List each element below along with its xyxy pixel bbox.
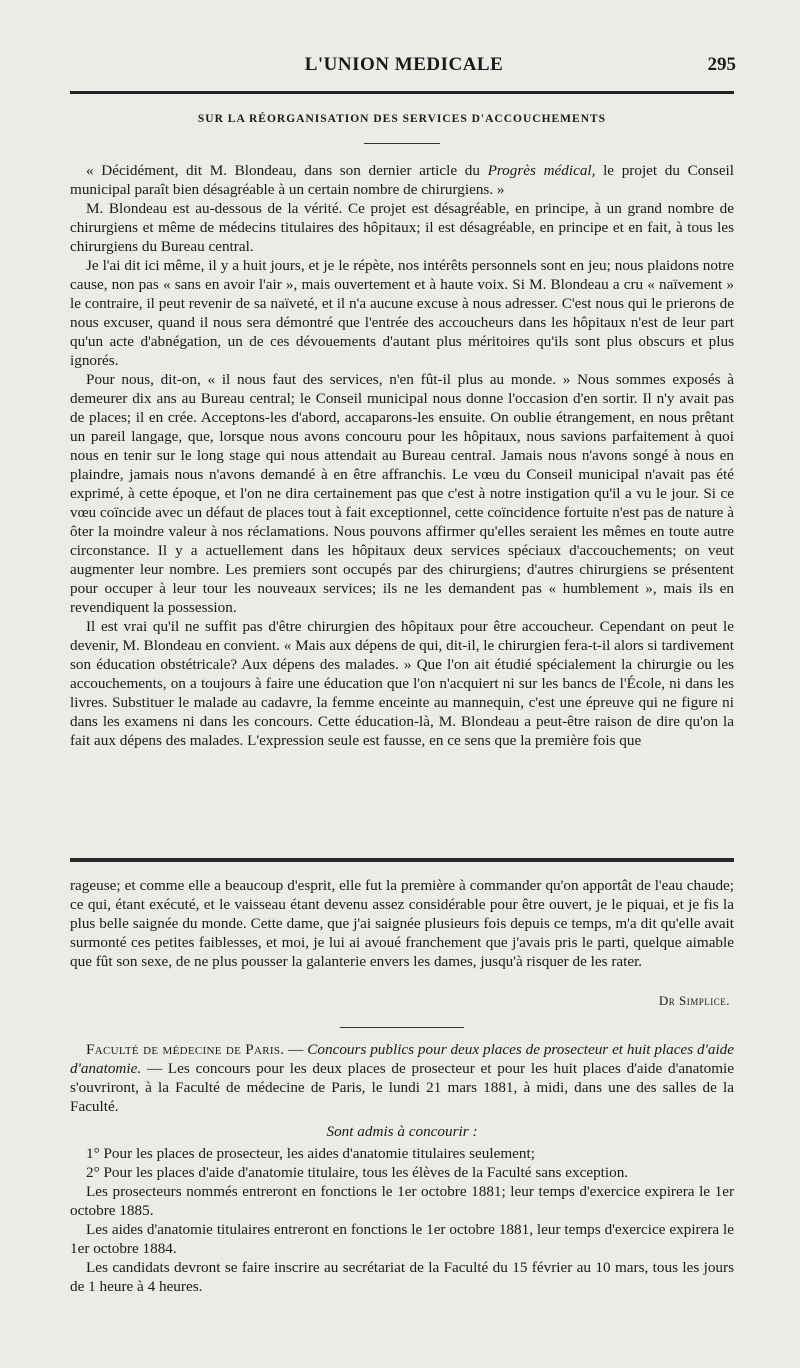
header-rule [70,91,734,94]
article-paragraph: Je l'ai dit ici même, il y a huit jours, et je le répète, nos intérêts personnels sont en jeu; nous plaidons notre cause, non pas « sans en avoir l'air », mais ouvertement et à haute voix. Si M. Blondeau a cru « naïvement » le contraire, il peut revenir de sa naïveté, et il n'a aucune excuse à nous adresser. C'est nous qui le prierons de nous excuser, quand il nous sera démontré que l'entrée des accoucheurs dans les hôpitaux n'est de leur part qu'un acte d'abnégation, un de ces dévouements d'autant plus méritoires qu'ils sont plus obscurs et plus ignorés. [70,257,734,369]
feuilleton-rule [70,858,734,862]
article-paragraph: M. Blondeau est au-dessous de la vérité. Ce projet est désagréable, en principe, à un grand nombre de chirurgiens et même de médecins titulaires des hôpitaux; il est désagréable, en principe et en fait, à tous les chirurgiens du Bureau central. [70,200,734,255]
page-number: 295 [707,54,736,75]
article-title: SUR LA RÉORGANISATION DES SERVICES D'ACCOUCHEMENTS [197,113,607,125]
signature: Dr Simplice. [658,993,730,1008]
feuilleton-body [70,876,734,971]
list-item: 1° Pour les places de prosecteur, les aides d'anatomie titulaires seulement; [86,1145,535,1162]
title-rule [364,143,440,144]
notice-paragraph: Les aides d'anatomie titulaires entreront en fonctions le 1er octobre 1881, leur temps d'exercice expirera le 1er octobre 1884. [70,1221,734,1257]
section-rule [340,1027,464,1028]
article-paragraph: Pour nous, dit-on, « il nous faut des services, n'en fût-il plus au monde. » Nous sommes exposés à demeurer dix ans au Bureau central; le Conseil municipal nous donne l'occasion d'en sortir. Il n'y avait pas de places; il en crée. Acceptons-les d'abord, accaparons-les ensuite. On oublie étrangement, en nous prêtant un pareil langage, que, lorsque nous avons concouru pour les hôpitaux, nous savions parfaitement à quoi nous en tenir sur le long stage qui nous attendait au Bureau central. Jamais nous n'avons songé à nous en plaindre, jamais nous n'avons demandé à en être affranchis. Le vœu du Conseil municipal n'avait pas été exprimé, à cette époque, et l'on ne dira certainement pas que c'est à notre instigation qu'il a vu le jour. Si ce vœu coïncide avec un défaut de places tout à fait exceptionnel, cette coïncidence fortuite n'est pas de nature à ôter la moindre valeur à nos réclamations. Nous pouvons affirmer qu'elles seraient les mêmes en toute autre circonstance. Il y a actuellement dans les hôpitaux deux services spéciaux d'accouchements; on veut augmenter leur nombre. Les premiers sont occupés par des chirurgiens; d'autres chirurgiens se présentent pour occuper à leur tour les nouveaux services; ils ne les demandent pas « humblement », mais ils en revendiquent la possession. [70,371,734,616]
notice-paragraph: Les prosecteurs nommés entreront en fonctions le 1er octobre 1881; leur temps d'exercice expirera le 1er octobre 1885. [70,1183,734,1219]
faculty-notice [70,1040,734,1296]
faculty-name: Faculté de médecine de Paris. [86,1041,285,1058]
notice-paragraph: Les candidats devront se faire inscrire au secrétariat de la Faculté du 15 février au 10 mars, tous les jours de 1 heure à 4 heures. [70,1259,734,1295]
notice-title: Concours publics pour deux places de prosecteur et huit places d'aide d'anatomie. [70,1041,734,1077]
admitted-heading: Sont admis à concourir : [326,1123,478,1140]
article-paragraph: « Décidément, dit M. Blondeau, dans son dernier article du Progrès médical, le projet du Conseil municipal paraît bien désagréable à un certain nombre de chirurgiens. » [70,162,734,198]
feuilleton-paragraph: rageuse; et comme elle a beaucoup d'esprit, elle fut la première à commander qu'on apportât de l'eau chaude; ce qui, étant exécuté, et le vaisseau étant devenu assez considérable pour être ouvert, je le piquai, et je fis la plus belle saignée du monde. Cette dame, que j'ai saignée plusieurs fois depuis ce temps, m'a dit qu'elle avait surmonté ces petites faiblesses, et moi, je lui ai avoué franchement que j'avais pris le parti, quelque aimable que fût son sexe, de ne plus pousser la galanterie envers les dames, jusqu'à risquer de les rater. [70,877,734,970]
article-body [70,161,734,750]
running-head [70,52,738,82]
list-item: 2° Pour les places d'aide d'anatomie titulaire, tous les élèves de la Faculté sans exception. [86,1164,629,1181]
journal-title: L'UNION MEDICALE [304,54,504,75]
article-paragraph: Il est vrai qu'il ne suffit pas d'être chirurgien des hôpitaux pour être accoucheur. Cependant on peut le devenir, M. Blondeau en convient. « Mais aux dépens de qui, dit-il, le chirurgien fera-t-il alors si tardivement son éducation obstétricale? Aux dépens des malades. » Que l'on ait étudié spécialement la chirurgie ou les accouchements, on a toujours à faire une éducation que l'on n'acquiert ni sur les bancs de l'École, ni dans les livres. Substituer le malade au cadavre, la femme enceinte au mannequin, c'est une épreuve qui ne figure ni dans les examens ni dans les concours. Cette éducation-là, M. Blondeau a peut-être raison de dire qu'on la fait aux dépens des malades. L'expression seule est fausse, en ce sens que la première fois que [70,618,734,749]
faculty-lead-paragraph: Faculté de médecine de Paris. — Concours publics pour deux places de prosecteur et huit places d'aide d'anatomie. — Les concours pour les deux places de prosecteur et pour les huit places d'aide d'anatomie s'ouvriront, à la Faculté de médecine de Paris, le lundi 21 mars 1881, à midi, dans une des salles de la Faculté. [70,1041,734,1115]
